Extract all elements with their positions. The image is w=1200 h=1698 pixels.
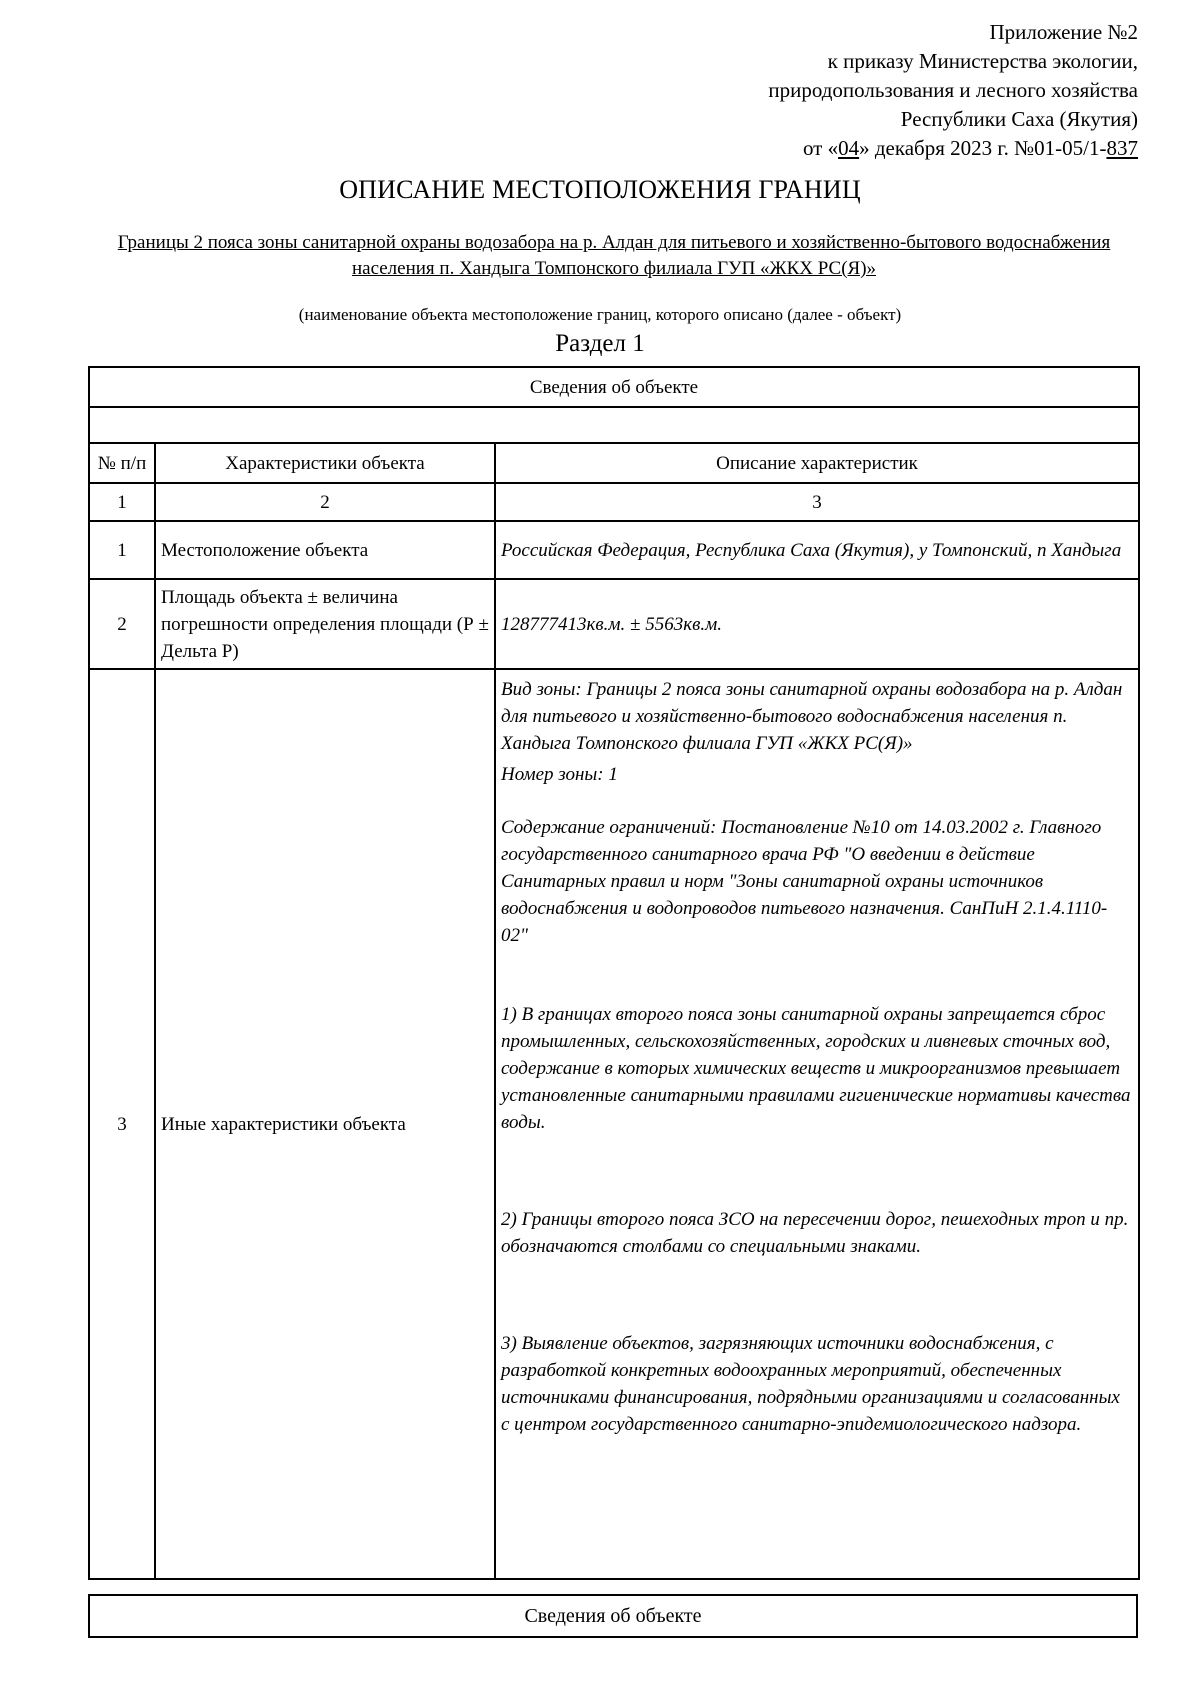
table-caption: Сведения об объекте <box>89 367 1139 407</box>
order-date-prefix: от « <box>802 136 839 160</box>
row-num: 1 <box>89 521 155 579</box>
section-title: Раздел 1 <box>555 330 645 357</box>
column-number-row <box>89 483 1139 521</box>
column-number-3: 3 <box>495 483 1139 521</box>
row-num: 2 <box>89 579 155 669</box>
object-name-caption: (наименование объекта местоположение границ, которого описано (далее - объект) <box>298 305 902 324</box>
zone-type: Вид зоны: Границы 2 пояса зоны санитарной охраны водозабора на р. Алдан для питьевого и хозяйственно-бытового водоснабжения населения п. Хандыга Томпонского филиала ГУП «ЖКХ РС(Я)» <box>501 679 1123 754</box>
appendix-line-2: к приказу Министерства экологии, <box>827 49 1138 73</box>
document-title: ОПИСАНИЕ МЕСТОПОЛОЖЕНИЯ ГРАНИЦ <box>339 175 861 204</box>
appendix-line-3: природопользования и лесного хозяйства <box>768 78 1138 102</box>
header-num: № п/п <box>89 443 155 483</box>
order-number: 837 <box>1106 136 1138 160</box>
table-header-row <box>89 443 1139 483</box>
footer-table-caption: Сведения об объекте <box>88 1594 1138 1638</box>
zone-number: Номер зоны: 1 <box>501 764 618 785</box>
order-date-middle: » декабря 2023 г. №01-05/1- <box>859 136 1107 160</box>
appendix-line-5 <box>768 134 1138 163</box>
row-name: Площадь объекта ± величина погрешности определения площади (Р ± Дельта Р) <box>155 579 495 669</box>
appendix-block <box>768 18 1138 163</box>
row-name: Местоположение объекта <box>155 521 495 579</box>
appendix-line-1: Приложение №2 <box>989 20 1138 44</box>
object-name: Границы 2 пояса зоны санитарной охраны водозабора на р. Алдан для питьевого и хозяйственно-бытового водоснабжения населения п. Хандыга Томпонского филиала ГУП «ЖКХ РС(Я)» <box>117 232 1111 279</box>
row-name: Иные характеристики объекта <box>155 669 495 1579</box>
table-row <box>89 579 1139 669</box>
restrictions: Содержание ограничений: Постановление №10 от 14.03.2002 г. Главного государственного санитарного врача РФ "О введении в действие Санитарных правил и норм "Зоны санитарной охраны источников водоснабжения и водопроводов питьевого назначения. СанПиН 2.1.4.1110-02" <box>501 817 1108 946</box>
row-desc: 128777413кв.м. ± 5563кв.м. <box>495 579 1139 669</box>
restriction-item-3: 3) Выявление объектов, загрязняющих источники водоснабжения, с разработкой конкретных водоохранных мероприятий, обеспеченных источниками финансирования, подрядными организациями и согласованных с центром государственного санитарно-эпидемиологического надзора. <box>501 1333 1120 1435</box>
header-description: Описание характеристик <box>495 443 1139 483</box>
table-empty-row <box>89 407 1139 443</box>
table-row <box>89 669 1139 1579</box>
row-desc <box>495 669 1139 1579</box>
appendix-line-4: Республики Саха (Якутия) <box>900 107 1138 131</box>
row-num: 3 <box>89 669 155 1579</box>
order-day: 04 <box>838 136 860 160</box>
object-info-table <box>88 366 1140 1580</box>
column-number-2: 2 <box>155 483 495 521</box>
row-desc: Российская Федерация, Республика Саха (Якутия), у Томпонский, п Хандыга <box>495 521 1139 579</box>
header-characteristic: Характеристики объекта <box>155 443 495 483</box>
table-row <box>89 521 1139 579</box>
restriction-item-1: 1) В границах второго пояса зоны санитарной охраны запрещается сброс промышленных, сельскохозяйственных, городских и ливневых сточных вод, содержание в которых химических веществ и микроорганизмов превышает установленные санитарными правилами гигиенические нормативы качества воды. <box>501 1004 1131 1133</box>
restriction-item-2: 2) Границы второго пояса ЗСО на пересечении дорог, пешеходных троп и пр. обозначаются столбами со специальными знаками. <box>501 1209 1129 1257</box>
column-number-1: 1 <box>89 483 155 521</box>
